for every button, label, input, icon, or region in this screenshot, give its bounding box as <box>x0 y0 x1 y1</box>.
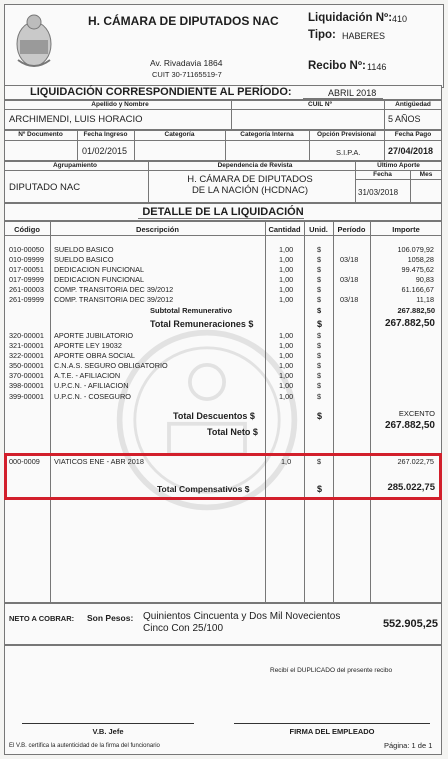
documento-caption: Nº Documento <box>18 131 63 138</box>
agrupamiento-caption: Agrupamiento <box>52 162 98 169</box>
agrupamiento-value: DIPUTADO NAC <box>9 182 81 193</box>
dependencia-line-2: DE LA NACIÓN (HCDNAC) <box>191 185 309 196</box>
table-row: 010-00050 SUELDO BASICO 1,00 $ 106.079,92 <box>9 245 434 254</box>
page-number: Página: 1 de 1 <box>384 741 433 750</box>
son-pesos-line-1: Quinientos Cincuenta y Dos Mil Novecientos <box>143 611 341 622</box>
opcion-caption: Opción Previsional <box>317 131 376 138</box>
table-row: 398-00001 U.P.C.N. - AFILIACION 1,00 $ <box>9 381 322 391</box>
ultimo-aporte-caption: Último Aporte <box>377 162 420 169</box>
col-importe-header: Importe <box>392 225 420 234</box>
recibi-text: Recibí el DUPLICADO del presente recibo <box>270 667 393 674</box>
total-compensativos-unit: $ <box>317 484 323 494</box>
name-caption: Apellido y Nombre <box>91 101 149 108</box>
highlight-box <box>4 453 442 500</box>
subtotal-remunerativo-value: 267.882,50 <box>397 306 435 315</box>
col-periodo-header: Período <box>337 225 366 234</box>
institution-address: Av. Rivadavia 1864 <box>150 58 223 68</box>
cuil-caption: CUIL Nº <box>308 101 332 108</box>
col-cantidad-header: Cantidad <box>268 225 301 234</box>
table-row: 261-09999 COMP. TRANSITORIA DEC 39/2012 1,00 $ 03/18 11,18 <box>9 295 434 305</box>
ingreso-value: 01/02/2015 <box>82 146 128 156</box>
col-codigo-header: Código <box>14 225 40 234</box>
table-row: 321-00001 APORTE LEY 19032 1,00 $ <box>9 341 322 351</box>
table-row: 322-00001 APORTE OBRA SOCIAL 1,00 $ <box>9 351 322 361</box>
institution-cuit: CUIT 30-71165519-7 <box>152 70 222 79</box>
son-pesos-line-2: Cinco Con 25/100 <box>143 623 224 634</box>
table-row: 370-00001 A.T.E. - AFILIACION 1,00 $ <box>9 371 322 381</box>
neto-a-cobrar-label: NETO A COBRAR: <box>9 614 75 623</box>
institution-name: H. CÁMARA DE DIPUTADOS NAC <box>88 14 279 28</box>
mes-caption: Mes <box>419 171 433 178</box>
opcion-value: S.I.P.A. <box>336 148 361 157</box>
fecha-caption: Fecha <box>373 171 392 178</box>
table-row: 017-09999 DEDICACION FUNCIONAL 1,00 $ 03/18 90,83 <box>9 275 434 285</box>
excento-label: EXCENTO <box>398 409 435 418</box>
total-neto-value: 267.882,50 <box>384 420 435 431</box>
signature-section <box>4 645 442 755</box>
ultimo-aporte-value: 31/03/2018 <box>358 188 399 197</box>
antiguedad-value: 5 AÑOS <box>388 114 421 124</box>
categoria-interna-caption: Categoría Interna <box>240 131 294 138</box>
dependencia-line-1: H. CÁMARA DE DIPUTADOS <box>187 174 313 185</box>
col-unidad-header: Unid. <box>309 225 328 234</box>
dependencia-value <box>150 174 350 196</box>
table-row: 399-00001 U.P.C.N. - COSEGURO 1,00 $ <box>9 391 322 401</box>
total-remuneraciones-label: Total Remuneraciones $ <box>150 319 254 329</box>
recibo-number: 1146 <box>367 62 387 72</box>
subtotal-remunerativo-unit: $ <box>317 306 322 315</box>
tipo-value: HABERES <box>342 31 386 41</box>
neto-a-cobrar-value: 552.905,25 <box>382 618 438 630</box>
vb-note: El V.B. certifica la autenticidad de la firma del funcionario <box>9 743 160 749</box>
antiguedad-caption: Antigüedad <box>395 101 431 108</box>
deduction-rows <box>9 331 439 402</box>
table-row: 017-00051 DEDICACION FUNCIONAL 1,00 $ 99.475,62 <box>9 265 434 275</box>
period-value: ABRIL 2018 <box>328 88 377 98</box>
subtotal-remunerativo-label: Subtotal Remunerativo <box>150 306 233 315</box>
ingreso-caption: Fecha Ingreso <box>83 131 128 138</box>
total-compensativos-label: Total Compensativos $ <box>157 484 250 494</box>
total-compensativos-value: 285.022,75 <box>387 482 435 493</box>
tipo-label: Tipo: <box>308 29 336 41</box>
detail-title: DETALLE DE LA LIQUIDACIÓN <box>142 206 304 218</box>
table-row: 261-00003 COMP. TRANSITORIA DEC 39/2012 1,00 $ 61.166,67 <box>9 285 434 295</box>
firma-empleado-label: FIRMA DEL EMPLEADO <box>289 727 375 736</box>
categoria-caption: Categoría <box>164 131 195 138</box>
total-descuentos-label: Total Descuentos $ <box>173 411 255 421</box>
recibo-label: Recibo Nº: <box>308 60 366 72</box>
period-label: LIQUIDACIÓN CORRESPONDIENTE AL PERÍODO: <box>30 86 292 98</box>
total-remuneraciones-value: 267.882,50 <box>384 318 435 329</box>
fecha-pago-value: 27/04/2018 <box>388 146 434 156</box>
liquidacion-label: Liquidación Nº: <box>308 12 393 24</box>
liquidacion-number: 410 <box>392 14 408 24</box>
fecha-pago-caption: Fecha Pago <box>394 131 432 138</box>
son-pesos-text <box>143 611 340 635</box>
table-row: 350-00001 C.N.A.S. SEGURO OBLIGATORIO 1,00 $ <box>9 361 322 371</box>
total-remuneraciones-unit: $ <box>317 319 323 329</box>
total-descuentos-unit: $ <box>317 411 323 421</box>
total-neto-label: Total Neto $ <box>207 427 258 437</box>
dependencia-caption: Dependencia de Revista <box>217 162 293 169</box>
son-pesos-label: Son Pesos: <box>87 613 134 623</box>
employee-name: ARCHIMENDI, LUIS HORACIO <box>9 114 143 125</box>
vb-jefe-label: V.B. Jefe <box>92 727 124 736</box>
table-row: 010-09999 SUELDO BASICO 1,00 $ 03/18 1058,28 <box>9 255 434 265</box>
remuneration-rows <box>9 245 439 306</box>
table-row: 320-00001 APORTE JUBILATORIO 1,00 $ <box>9 331 322 340</box>
col-descripcion-header: Descripción <box>136 225 179 234</box>
coat-of-arms-icon <box>12 10 56 72</box>
table-row: 000-0009 VIATICOS ENE - ABR 2018 1,0 $ 267.022,75 <box>9 457 434 466</box>
